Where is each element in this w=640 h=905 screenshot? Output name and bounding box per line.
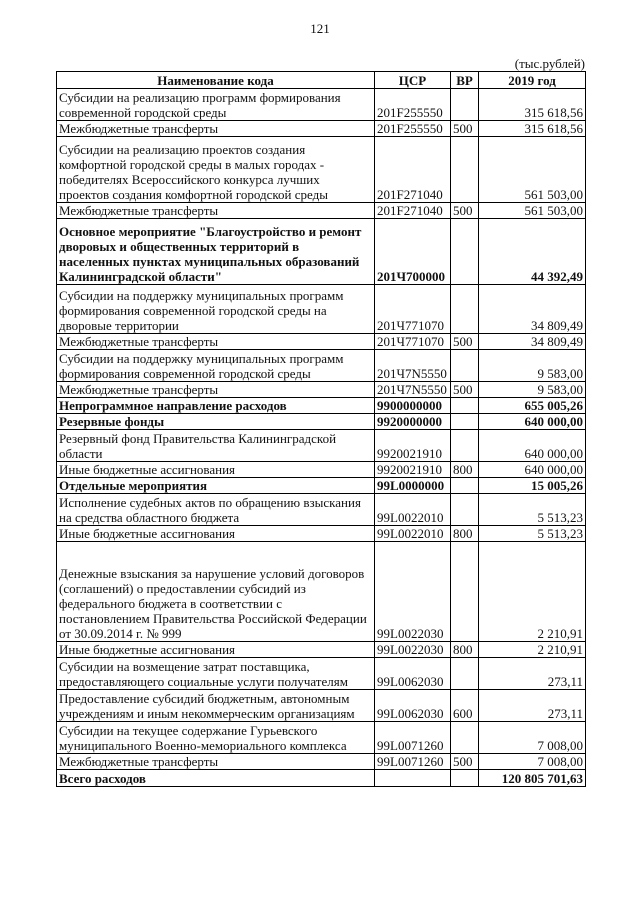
row-vr-code [451,285,479,334]
row-csr-code: 201Ч771070 [375,334,451,350]
row-amount: 34 809,49 [479,334,586,350]
row-vr-code: 500 [451,334,479,350]
row-csr-code: 9920021910 [375,430,451,462]
table-row [57,478,586,494]
row-name: Резервные фонды [57,414,375,430]
row-vr-code [451,219,479,285]
row-vr-code [451,430,479,462]
row-name: Субсидии на реализацию проектов создания комфортной городской среды в малых городах - победителях Всероссийского конкурса лучших проектов создания комфортной городской среды [57,137,375,203]
row-name: Межбюджетные трансферты [57,334,375,350]
row-csr-code: 99L0022030 [375,642,451,658]
table-header-row [57,72,586,89]
table-row [57,89,586,121]
row-name: Исполнение судебных актов по обращению взыскания на средства областного бюджета [57,494,375,526]
table-row [57,770,586,787]
table-row [57,658,586,690]
row-name: Непрограммное направление расходов [57,398,375,414]
row-amount: 9 583,00 [479,350,586,382]
row-vr-code [451,414,479,430]
row-name: Межбюджетные трансферты [57,382,375,398]
row-csr-code: 99L0062030 [375,658,451,690]
row-csr-code: 99L0000000 [375,478,451,494]
row-amount: 640 000,00 [479,414,586,430]
row-amount: 640 000,00 [479,462,586,478]
row-vr-code: 800 [451,642,479,658]
row-amount: 5 513,23 [479,526,586,542]
table-row [57,690,586,722]
row-amount: 655 005,26 [479,398,586,414]
row-amount: 561 503,00 [479,203,586,219]
table-row [57,121,586,137]
row-vr-code [451,398,479,414]
header-vr: ВР [451,72,479,89]
row-vr-code: 600 [451,690,479,722]
table-row [57,350,586,382]
row-csr-code: 9900000000 [375,398,451,414]
table-row [57,526,586,542]
row-vr-code: 800 [451,462,479,478]
row-vr-code [451,494,479,526]
row-vr-code [451,542,479,642]
row-name: Основное мероприятие "Благоустройство и ремонт дворовых и общественных территорий в населенных пунктах муниципальных образований Калининградской области" [57,219,375,285]
units-label: (тыс.рублей) [514,56,585,71]
table-row [57,494,586,526]
row-csr-code: 201F271040 [375,137,451,203]
table-row [57,430,586,462]
row-name: Субсидии на поддержку муниципальных программ формирования современной городской среды на дворовые территории [57,285,375,334]
row-csr-code: 201Ч771070 [375,285,451,334]
table-row [57,414,586,430]
row-csr-code: 99L0022010 [375,494,451,526]
row-amount: 7 008,00 [479,722,586,754]
row-name: Межбюджетные трансферты [57,754,375,770]
row-amount: 9 583,00 [479,382,586,398]
table-row [57,398,586,414]
row-name: Межбюджетные трансферты [57,203,375,219]
row-vr-code [451,658,479,690]
table-row [57,462,586,478]
row-csr-code: 9920021910 [375,462,451,478]
row-csr-code: 9920000000 [375,414,451,430]
row-name: Предоставление субсидий бюджетным, автономным учреждениям и иным некоммерческим организациям [57,690,375,722]
row-vr-code [451,350,479,382]
row-vr-code [451,137,479,203]
row-amount: 273,11 [479,690,586,722]
table-row [57,722,586,754]
row-name: Денежные взыскания за нарушение условий договоров (соглашений) о предоставлении субсидий из федерального бюджета в соответствии с постановлением Правительства Российской Федерации от 30.09.2014 г. № 999 [57,542,375,642]
row-name: Резервный фонд Правительства Калининградской области [57,430,375,462]
table-row [57,542,586,642]
row-csr-code: 99L0062030 [375,690,451,722]
row-amount: 15 005,26 [479,478,586,494]
table-row [57,203,586,219]
page-number: 121 [310,21,330,36]
table-row [57,642,586,658]
row-vr-code [451,478,479,494]
row-amount: 640 000,00 [479,430,586,462]
row-amount: 2 210,91 [479,642,586,658]
table-row [57,382,586,398]
row-csr-code: 201F255550 [375,121,451,137]
row-csr-code: 201F271040 [375,203,451,219]
header-year: 2019 год [479,72,586,89]
row-vr-code [451,89,479,121]
row-name: Субсидии на реализацию программ формирования современной городской среды [57,89,375,121]
table-row [57,285,586,334]
row-csr-code [375,770,451,787]
row-vr-code: 500 [451,203,479,219]
budget-table [56,71,586,787]
row-amount: 5 513,23 [479,494,586,526]
row-csr-code: 201Ч7N5550 [375,350,451,382]
table-body [57,89,586,787]
row-vr-code: 500 [451,382,479,398]
header-csr: ЦСР [375,72,451,89]
row-name: Иные бюджетные ассигнования [57,642,375,658]
row-amount: 561 503,00 [479,137,586,203]
row-amount: 315 618,56 [479,121,586,137]
row-vr-code: 500 [451,754,479,770]
row-vr-code [451,770,479,787]
row-csr-code: 99L0071260 [375,754,451,770]
row-csr-code: 99L0022030 [375,542,451,642]
row-amount: 315 618,56 [479,89,586,121]
header-name: Наименование кода [57,72,375,89]
row-amount: 34 809,49 [479,285,586,334]
row-name: Иные бюджетные ассигнования [57,462,375,478]
row-amount: 2 210,91 [479,542,586,642]
row-csr-code: 99L0071260 [375,722,451,754]
row-name: Всего расходов [57,770,375,787]
row-csr-code: 99L0022010 [375,526,451,542]
table-row [57,137,586,203]
row-name: Субсидии на возмещение затрат поставщика, предоставляющего социальные услуги получателям [57,658,375,690]
row-csr-code: 201Ч7N5550 [375,382,451,398]
row-amount: 273,11 [479,658,586,690]
row-vr-code: 800 [451,526,479,542]
row-amount: 7 008,00 [479,754,586,770]
row-vr-code [451,722,479,754]
row-name: Иные бюджетные ассигнования [57,526,375,542]
row-name: Субсидии на поддержку муниципальных программ формирования современной городской среды [57,350,375,382]
row-name: Межбюджетные трансферты [57,121,375,137]
table-row [57,219,586,285]
row-csr-code: 201Ч700000 [375,219,451,285]
row-vr-code: 500 [451,121,479,137]
row-name: Субсидии на текущее содержание Гурьевского муниципального Военно-мемориального комплекса [57,722,375,754]
table-row [57,334,586,350]
row-name: Отдельные мероприятия [57,478,375,494]
row-csr-code: 201F255550 [375,89,451,121]
table-row [57,754,586,770]
row-amount: 44 392,49 [479,219,586,285]
row-amount: 120 805 701,63 [479,770,586,787]
